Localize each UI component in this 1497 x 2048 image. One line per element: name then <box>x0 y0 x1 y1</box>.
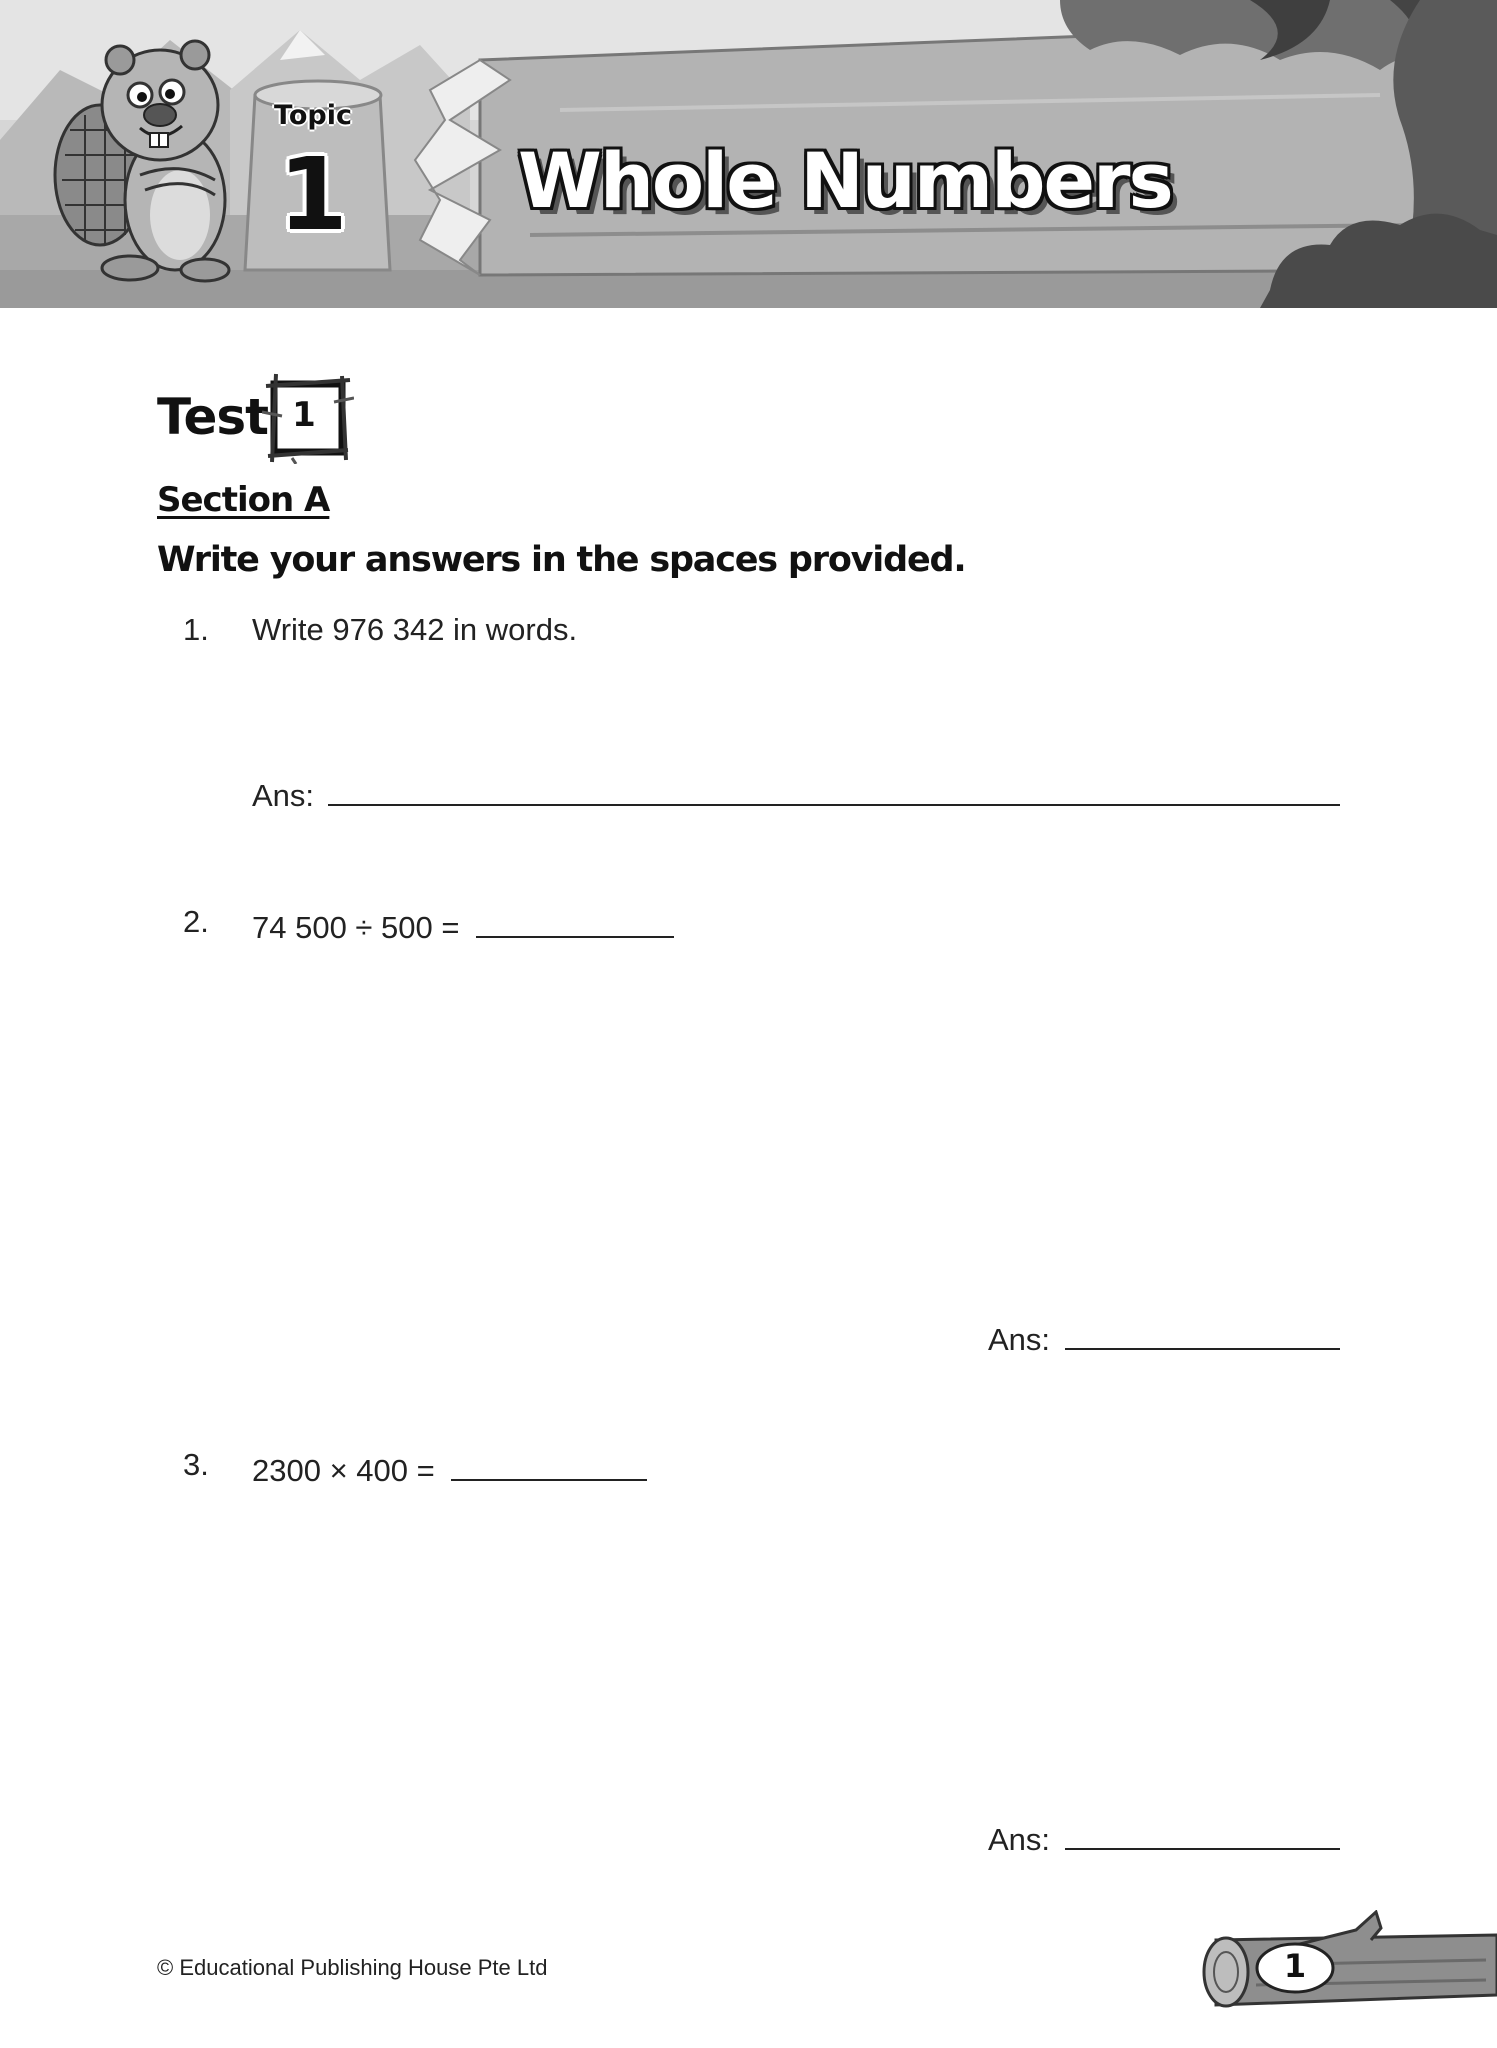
copyright-notice: © Educational Publishing House Pte Ltd <box>157 1955 548 1980</box>
test-heading: Test <box>157 388 269 446</box>
chapter-title: Whole Numbers <box>518 136 1172 225</box>
question-expression: 2300 × 400 = <box>252 1453 435 1488</box>
page-number: 1 <box>1283 1947 1307 1985</box>
instructions: Write your answers in the spaces provided. <box>157 540 966 580</box>
question-text <box>252 1447 647 1489</box>
inline-answer-blank[interactable] <box>476 904 674 938</box>
answer-line[interactable] <box>1065 1848 1340 1850</box>
answer-label: Ans: <box>988 1322 1051 1357</box>
answer-line[interactable] <box>328 804 1340 806</box>
test-number: 1 <box>292 395 316 435</box>
topic-number: 1 <box>278 136 348 253</box>
question-number: 2. <box>183 904 209 939</box>
question-text: Write 976 342 in words. <box>252 612 578 647</box>
question-text <box>252 904 674 946</box>
question-number: 1. <box>183 612 209 647</box>
answer-line[interactable] <box>1065 1348 1340 1350</box>
log-page-badge-icon <box>1196 1910 1497 2020</box>
question-expression: 74 500 ÷ 500 = <box>252 910 460 945</box>
section-title: Section A <box>157 480 330 520</box>
topic-label: Topic <box>274 100 352 131</box>
answer-label: Ans: <box>988 1822 1051 1857</box>
answer-label: Ans: <box>252 778 315 813</box>
inline-answer-blank[interactable] <box>451 1447 647 1481</box>
question-number: 3. <box>183 1447 209 1482</box>
